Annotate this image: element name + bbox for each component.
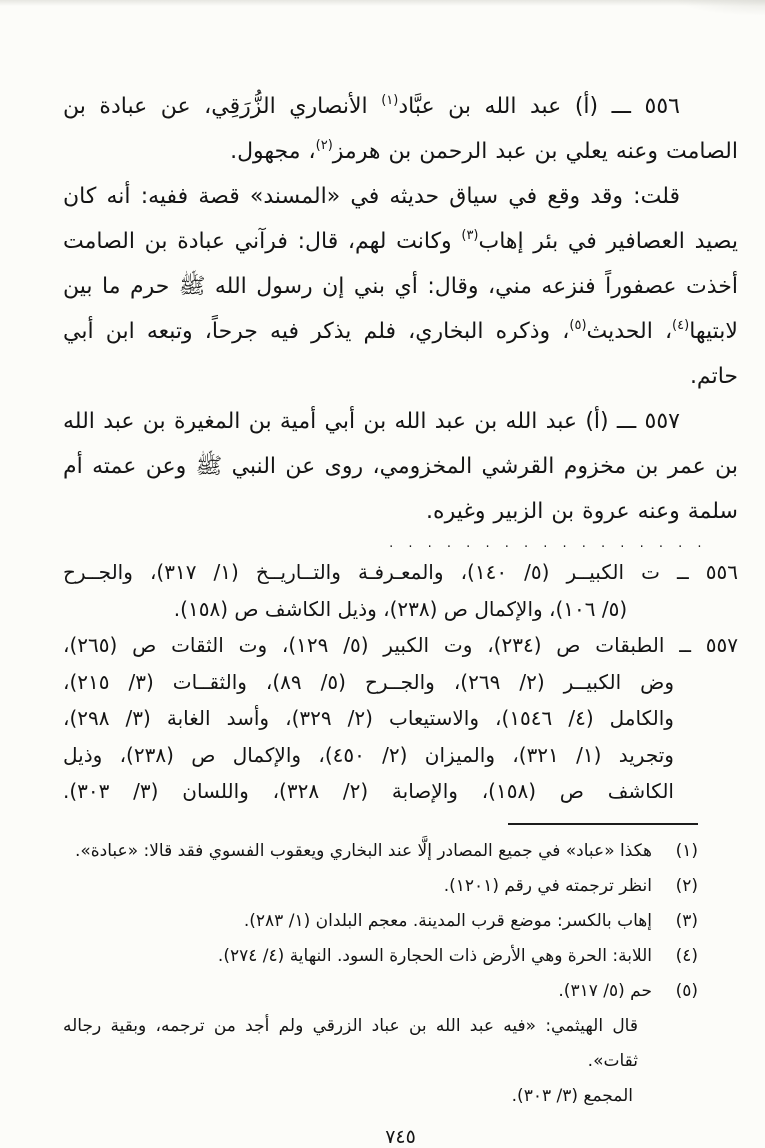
footnote-ref-marker: (٥): [569, 318, 587, 333]
reference-557-line-1: ٥٥٧ ــ الطبقات ص (٢٣٤)، وت الكبير (٥/ ١٢٩)، وت الثقات ص (٢٦٥)،: [63, 633, 738, 657]
reference-557-line-5: الكاشف ص (١٥٨)، والإصابة (٢/ ٣٢٨)، واللسان (٣/ ٣٠٣).: [63, 779, 674, 803]
footnotes-section: [63, 834, 738, 1114]
reference-556-line-2: (٥/ ١٠٦)، والإكمال ص (٢٣٨)، وذيل الكاشف ص (١٥٨).: [173, 596, 628, 621]
entry-556-paragraph: [63, 84, 738, 174]
text-run: وكانت لهم، قال: فرآني عبادة بن الصامت أخذت عصفوراً فنزعه مني، وقال: أي بني إن رسول الله ﷺ حرم ما بين لابتيها: [63, 229, 738, 344]
page-number: ٧٤٥: [385, 1126, 416, 1148]
footnote-ref-marker: (٣): [461, 228, 479, 243]
footnote-number: (١): [675, 841, 698, 861]
text-run: قلت: وقد وقع في سياق حديثه في «المسند» قصة ففيه: أنه كان يصيد العصافير في بئر إهاب: [63, 184, 738, 254]
footnote-text: انظر ترجمته في رقم (١٢٠١).: [443, 876, 652, 896]
footnote-text: هكذا «عباد» في جميع المصادر إلَّا عند البخاري ويعقوب الفسوي فقد قالا: «عبادة».: [74, 841, 652, 861]
dotted-separator: . . . . . . . . . . . . . . . . .: [389, 536, 707, 551]
footnote-ref-marker: (٤): [672, 318, 690, 333]
footnote-separator-line: [508, 823, 698, 826]
reference-557-line-4: وتجريد (١/ ٣٢١)، والميزان (٢/ ٤٥٠)، والإكمال ص (٢٣٨)، وذيل: [63, 742, 674, 767]
footnote-text: اللابة: الحرة وهي الأرض ذات الحجارة السود. النهاية (٤/ ٢٧٤).: [217, 946, 652, 966]
text-run: ، الحديث: [586, 319, 673, 344]
text-run: ٥٥٧ ـــ (أ) عبد الله بن عبد الله بن أبي أمية بن المغيرة بن عبد الله بن عمر بن مخزوم القرشي المخزومي، روى عن النبي ﷺ وعن عمته أم سلمة وعنه عروة بن الزبير وغيره.: [63, 409, 738, 524]
footnote-number: (٢): [675, 876, 698, 896]
reference-557-line-3: والكامل (٤/ ١٥٤٦)، والاستيعاب (٢/ ٣٢٩)، وأسد الغابة (٣/ ٢٩٨)،: [63, 706, 674, 730]
footnote-item: [63, 834, 698, 869]
text-run: ، وذكره البخاري، فلم يذكر فيه جرحاً، وتبعه ابن أبي حاتم.: [63, 319, 738, 389]
footnote-number: (٤): [675, 946, 698, 966]
footnote-item: [63, 904, 698, 939]
main-text: [63, 84, 738, 810]
footnote-ref-marker: (١): [381, 93, 399, 108]
text-run: الأنصاري الزُّرَقِي، عن عبادة بن الصامت وعنه يعلي بن عبد الرحمن بن هرمز: [63, 94, 738, 164]
entry-557-paragraph: [63, 399, 738, 534]
text-run: ، مجهول.: [230, 139, 316, 164]
references-section: [63, 554, 738, 810]
reference-556-line-1: ٥٥٦ ــ ت الكبيــر (٥/ ١٤٠)، والمعـرفـة والتــاريــخ (١/ ٣١٧)، والجــرح: [63, 560, 738, 584]
footnote-number: (٣): [675, 911, 698, 931]
footnote-item: [63, 869, 698, 904]
footnote-number: (٥): [675, 981, 698, 1001]
text-run: ٥٥٦ ـــ (أ) عبد الله بن عبَّاد: [398, 94, 680, 119]
scan-corner-smudge: [675, 0, 765, 16]
footnote-text: إهاب بالكسر: موضع قرب المدينة. معجم البلدان (١/ ٢٨٣).: [243, 911, 652, 931]
footnote-ref-marker: (٢): [315, 138, 333, 153]
footnote-addendum-line-2: المجمع (٣/ ٣٠٣).: [511, 1086, 633, 1106]
scan-edge-shadow: [0, 0, 765, 6]
footnote-item: [63, 974, 698, 1009]
footnote-text: حم (٥/ ٣١٧).: [558, 981, 652, 1001]
footnote-item: [63, 939, 698, 974]
commentary-paragraph: [63, 174, 738, 399]
footnote-addendum-line-1: قال الهيثمي: «فيه عبد الله بن عباد الزرقي ولم أجد من ترجمه، وبقية رجاله ثقات».: [63, 1016, 638, 1071]
reference-557-line-2: وض الكبيــر (٢/ ٢٦٩)، والجــرح (٥/ ٨٩)، والثقــات (٣/ ٢١٥)،: [63, 669, 674, 694]
